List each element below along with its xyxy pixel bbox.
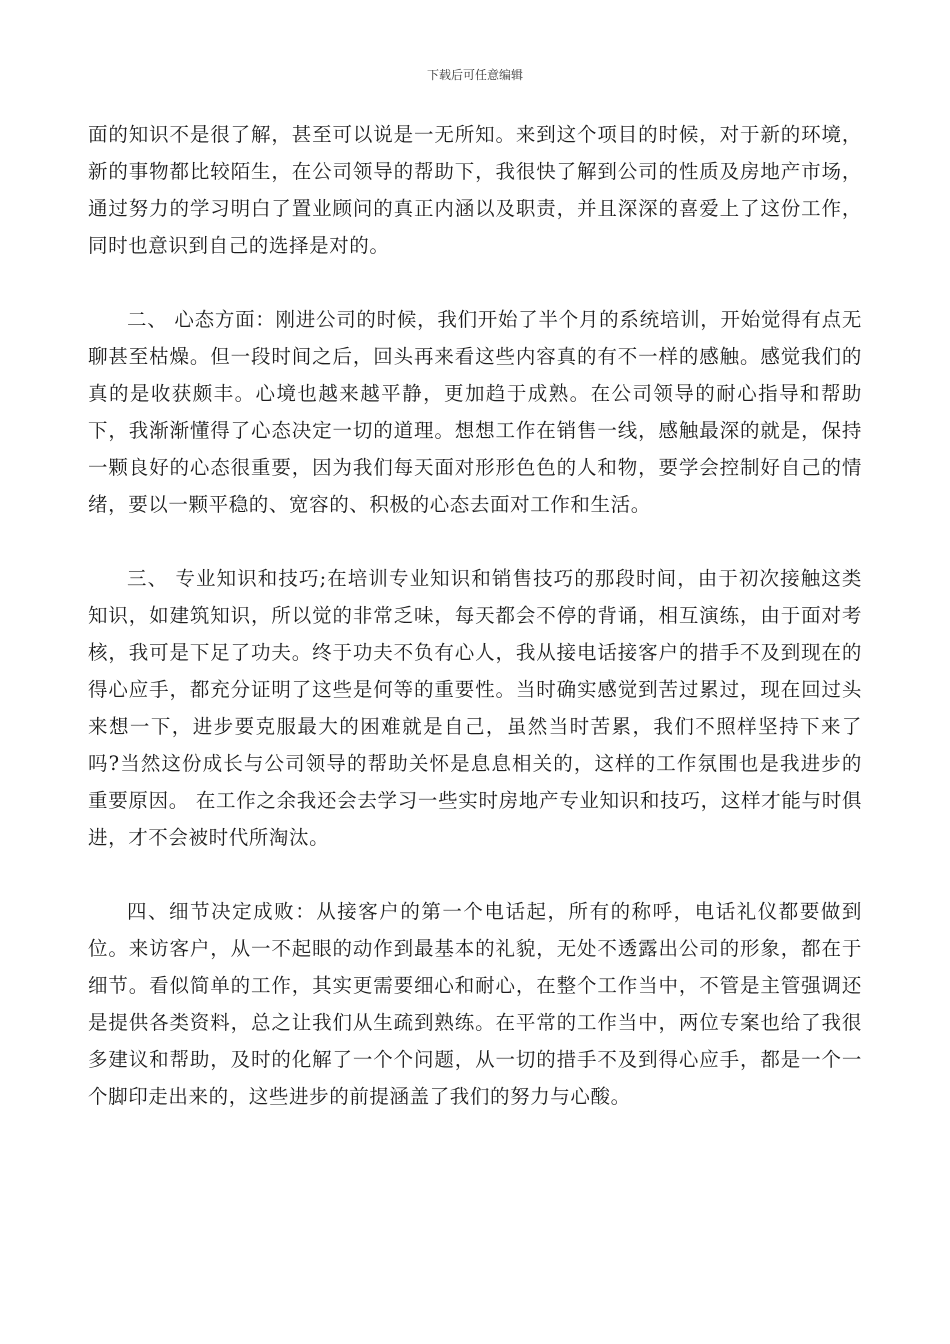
paragraph-professional-knowledge: 三、 专业知识和技巧;在培训专业知识和销售技巧的那段时间，由于初次接触这类知识，如建筑知识，所以觉的非常乏味，每天都会不停的背诵，相互演练，由于面对考核，我可是下足了功夫。终于功夫不负有心人，我从接电话接客户的措手不及到现在的得心应手，都充分证明了这些是何等的重要性。当时确实感觉到苦过累过，现在回过头来想一下，进步要克服最大的困难就是自己，虽然当时苦累，我们不照样坚持下来了吗?当然这份成长与公司领导的帮助关怀是息息相关的，这样的工作氛围也是我进步的重要原因。 在工作之余我还会去学习一些实时房地产专业知识和技巧，这样才能与时俱进，才不会被时代所淘汰。 (88, 567, 862, 849)
document-body (88, 116, 862, 1115)
paragraph-continuation: 面的知识不是很了解，甚至可以说是一无所知。来到这个项目的时候，对于新的环境，新的事物都比较陌生，在公司领导的帮助下，我很快了解到公司的性质及房地产市场，通过努力的学习明白了置业顾问的真正内涵以及职责，并且深深的喜爱上了这份工作，同时也意识到自己的选择是对的。 (88, 123, 862, 257)
paragraph-mindset: 二、 心态方面：刚进公司的时候，我们开始了半个月的系统培训，开始觉得有点无聊甚至枯燥。但一段时间之后，回头再来看这些内容真的有不一样的感触。感觉我们的真的是收获颇丰。心境也越来越平静，更加趋于成熟。在公司领导的耐心指导和帮助下，我渐渐懂得了心态决定一切的道理。想想工作在销售一线，感触最深的就是，保持一颗良好的心态很重要，因为我们每天面对形形色色的人和物，要学会控制好自己的情绪，要以一颗平稳的、宽容的、积极的心态去面对工作和生活。 (88, 308, 862, 516)
page-header: 下载后可任意编辑 (426, 68, 523, 82)
paragraph-details: 四、细节决定成败：从接客户的第一个电话起，所有的称呼，电话礼仪都要做到位。来访客户，从一不起眼的动作到最基本的礼貌，无处不透露出公司的形象，都在于细节。看似简单的工作，其实更需要细心和耐心，在整个工作当中，不管是主管强调还是提供各类资料，总之让我们从生疏到熟练。在平常的工作当中，两位专案也给了我很多建议和帮助，及时的化解了一个个问题，从一切的措手不及到得心应手，都是一个一个脚印走出来的，这些进步的前提涵盖了我们的努力与心酸。 (88, 900, 862, 1108)
